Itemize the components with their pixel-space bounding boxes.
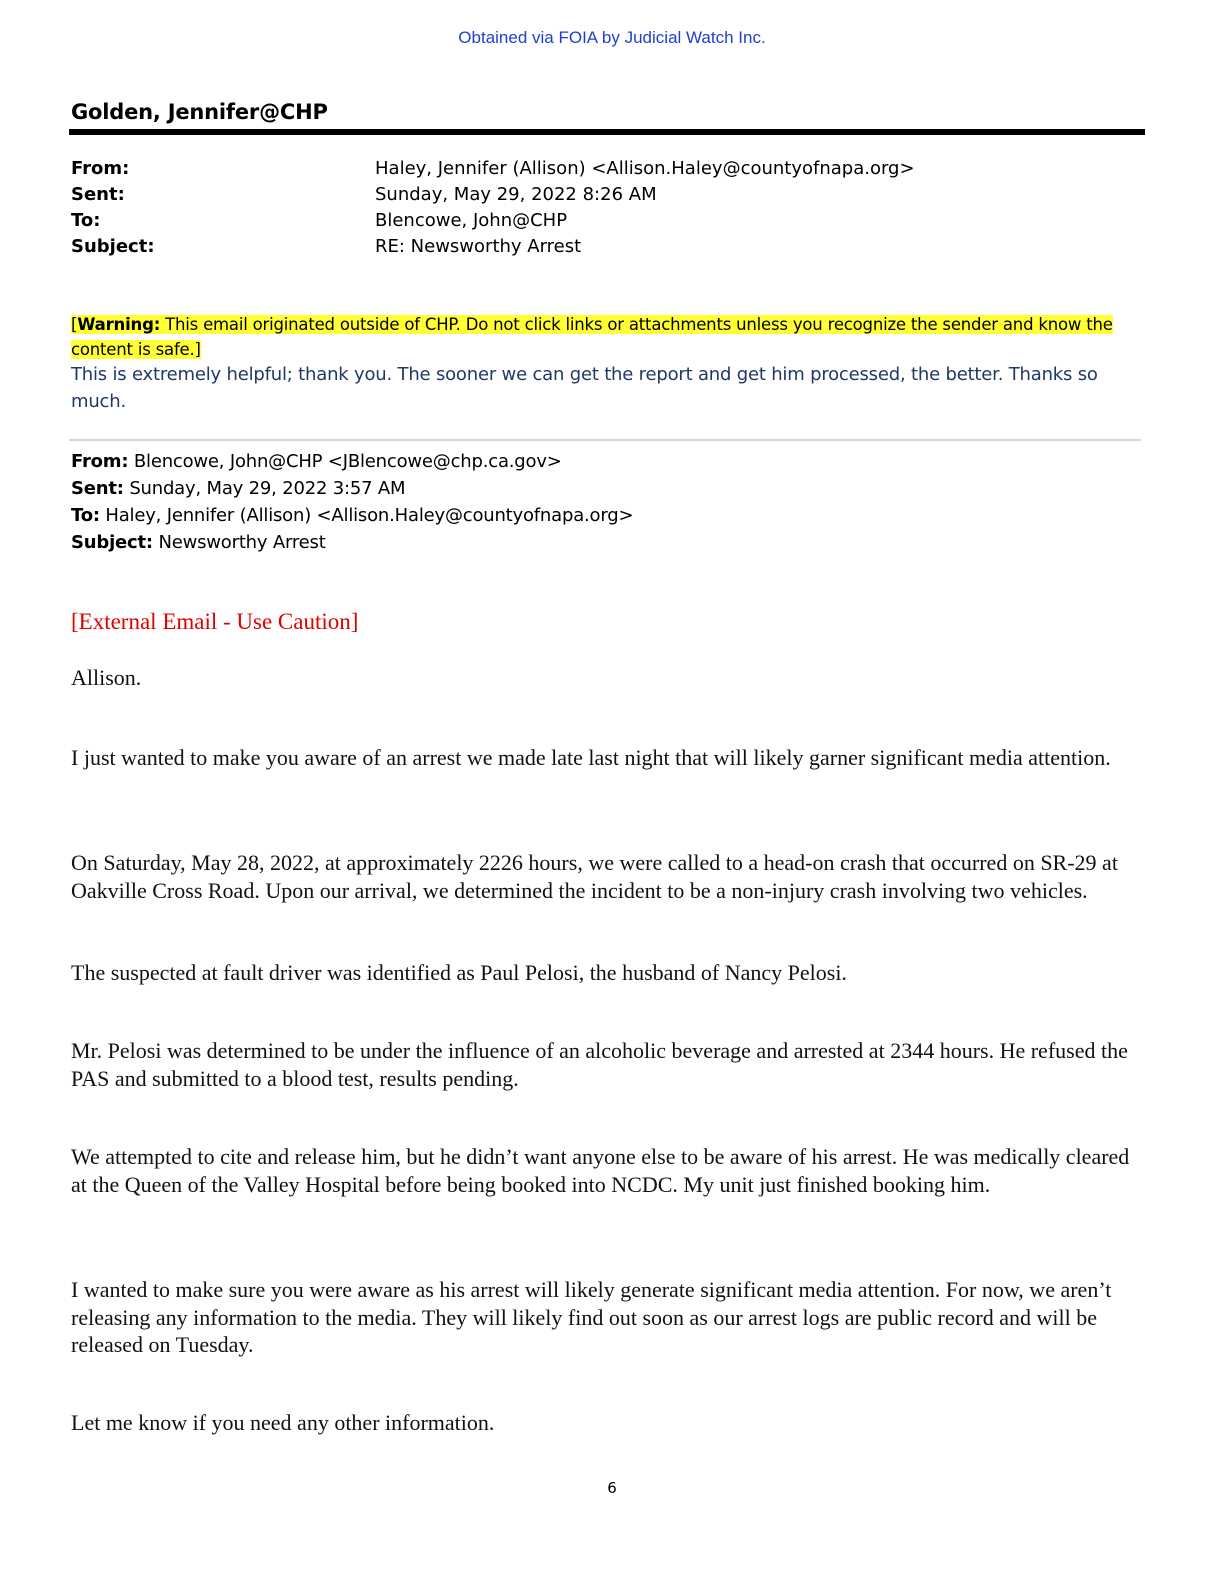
page-number: 6 [607, 1479, 617, 1497]
header-divider [69, 129, 1145, 135]
body-paragraph-6: I wanted to make sure you were aware as his arrest will likely generate significant media attention. For now, we aren’t releasing any information to the media. They will likely find out soon as our arrest logs are public record and will be released on Tuesday. [71, 1277, 1112, 1357]
to-label: To: [71, 210, 101, 231]
to-value: Blencowe, John@CHP [375, 210, 568, 231]
fwd-sent-value: Sunday, May 29, 2022 3:57 AM [123, 478, 406, 499]
fwd-to-value: Haley, Jennifer (Allison) <Allison.Haley@countyofnapa.org> [99, 505, 634, 526]
fwd-from-row [71, 448, 562, 475]
external-warning-banner [71, 312, 1131, 362]
fwd-to-label: To: [71, 505, 100, 526]
warning-label: Warning: [77, 315, 161, 334]
foia-watermark: Obtained via FOIA by Judicial Watch Inc. [458, 28, 766, 47]
body-paragraph-3: The suspected at fault driver was identified as Paul Pelosi, the husband of Nancy Pelosi. [71, 960, 847, 985]
sent-value: Sunday, May 29, 2022 8:26 AM [375, 184, 657, 205]
warning-open-bracket: [ [71, 315, 78, 334]
body-paragraph-4: Mr. Pelosi was determined to be under the influence of an alcoholic beverage and arrested at 2344 hours. He refused the PAS and submitted to a blood test, results pending. [71, 1038, 1128, 1091]
subject-value: RE: Newsworthy Arrest [375, 236, 582, 257]
body-paragraph-2: On Saturday, May 28, 2022, at approximately 2226 hours, we were called to a head-on crash that occurred on SR-29 at Oakville Cross Road. Upon our arrival, we determined the incident to be a non-injury crash involving two vehicles. [71, 850, 1118, 903]
fwd-to-row [71, 502, 633, 529]
sent-label: Sent: [71, 184, 125, 205]
body-greeting: Allison. [71, 665, 142, 690]
fwd-from-label: From: [71, 451, 129, 472]
body-paragraph-1: I just wanted to make you aware of an arrest we made late last night that will likely garner significant media attention. [71, 745, 1111, 770]
fwd-from-value: Blencowe, John@CHP <JBlencowe@chp.ca.gov> [128, 451, 562, 472]
fwd-sent-row [71, 475, 405, 502]
message-divider [69, 439, 1141, 441]
from-value: Haley, Jennifer (Allison) <Allison.Haley@countyofnapa.org> [375, 158, 915, 179]
fwd-subject-label: Subject: [71, 532, 153, 553]
external-email-caution: [External Email - Use Caution] [71, 609, 359, 634]
body-paragraph-5: We attempted to cite and release him, but he didn’t want anyone else to be aware of his arrest. He was medically cleared at the Queen of the Valley Hospital before being booked into NCDC. My unit just finished booking him. [71, 1144, 1130, 1197]
body-paragraph-7: Let me know if you need any other information. [71, 1410, 495, 1435]
fwd-subject-value: Newsworthy Arrest [152, 532, 326, 553]
reply-message: This is extremely helpful; thank you. The sooner we can get the report and get him processed, the better. Thanks so much. [71, 364, 1098, 412]
subject-label: Subject: [71, 236, 155, 257]
mailbox-owner: Golden, Jennifer@CHP [71, 100, 328, 124]
from-label: From: [71, 158, 130, 179]
warning-text: This email originated outside of CHP. Do not click links or attachments unless you recognize the sender and know the content is safe.] [71, 315, 1113, 359]
fwd-sent-label: Sent: [71, 478, 124, 499]
fwd-subject-row [71, 529, 326, 556]
